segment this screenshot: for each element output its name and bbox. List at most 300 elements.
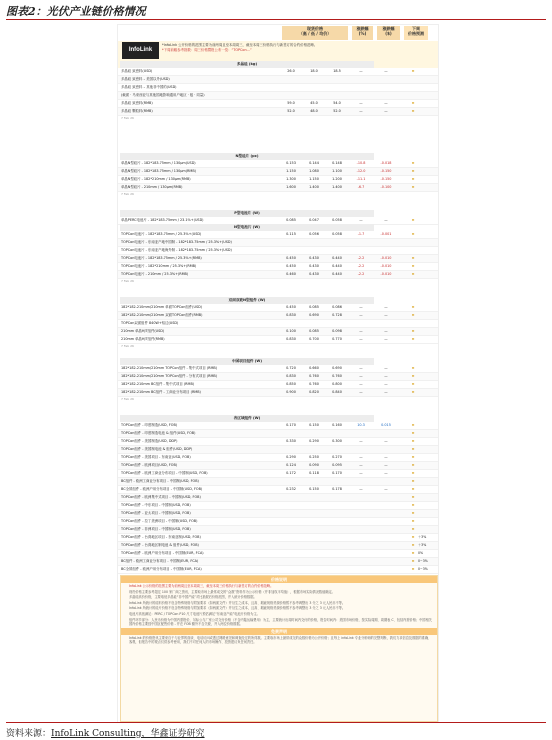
row-value: 0.086 (332, 305, 342, 309)
row-value: 0.095 (332, 463, 342, 467)
title-rule (6, 19, 546, 20)
forecast-icon: ≡ (411, 390, 415, 394)
row-label: 单晶N型硅片 - 182*183.75mm / 130μm(USD) (121, 161, 196, 165)
forecast-icon: ≡ (411, 567, 415, 571)
row-label: 182*182-210mm/210mm 单面TOPCon组件(USD) (121, 305, 203, 309)
row-label: BC组件 - 欧洲工商业分布项目 - 中国制(USD, FOB) (121, 479, 199, 483)
row-value: — (384, 471, 388, 475)
source-rule (6, 722, 546, 723)
table-row (118, 478, 438, 486)
table-row (118, 100, 438, 108)
forecast-icon: ≡ (411, 471, 415, 475)
row-value: 1.400 (309, 185, 319, 189)
row-value: -0.150 (380, 169, 392, 173)
row-value: -0.100 (380, 185, 392, 189)
row-value: 1.100 (332, 169, 342, 173)
table-row (118, 176, 438, 184)
row-label: 单晶N型硅片 - 182*183.75mm / 130μm(RMB) (121, 169, 196, 173)
update-date: 7 Feb 26 (121, 279, 134, 283)
table-row (118, 255, 438, 263)
table-row (118, 438, 438, 446)
row-label: TOPCon电池片 - 210mm / 25.3%+(RMB) (121, 272, 189, 276)
forecast-icon: ≡ (411, 272, 415, 276)
row-value: 0.085 (309, 305, 319, 309)
row-value: 0.115 (286, 232, 296, 236)
banner-line-2: *下周前瞻参考指数：周三价格暨报公布一览：“TOPCon...” (162, 48, 252, 52)
disclaimer-heading: 免责声明 (121, 628, 437, 635)
row-value: 0.330 (286, 439, 296, 443)
row-value: — (384, 382, 388, 386)
forecast-icon: ≡ (411, 305, 415, 309)
row-value: 0.900 (286, 390, 296, 394)
forecast-icon: ≡ (411, 109, 415, 113)
row-value: — (359, 487, 363, 491)
row-value: — (384, 463, 388, 467)
row-value: — (359, 337, 363, 341)
row-value: -0.010 (380, 264, 392, 268)
table-row (118, 365, 438, 373)
forecast-icon: ≡ (411, 374, 415, 378)
row-label: 单晶N型硅片 - 182*210mm / 130μm(RMB) (121, 177, 191, 181)
row-value: 0.290 (309, 439, 319, 443)
row-value: 0.430 (309, 256, 319, 260)
forecast-icon: ≡ (411, 455, 415, 459)
row-value: — (384, 69, 388, 73)
row-value: 0.728 (332, 313, 342, 317)
table-row (118, 389, 438, 397)
row-label: BC全屏组件 - 欧洲户用分布项目 - 中国制(USD, FOB) (121, 487, 203, 491)
row-label: TOPCon电池片 - 东南亚产地海外制 - 182*183.75mm / 25.3%+(USD) (121, 248, 232, 252)
header-spot-price: 现货价格 （高 / 低 / 均价） (282, 26, 348, 40)
row-value: 0.148 (332, 161, 342, 165)
row-value: -11.1 (356, 177, 366, 181)
row-value: 0.090 (309, 463, 319, 467)
row-label: TOPCon组件 - 非洲项目 - 中国制(USD, FOB) (121, 527, 191, 531)
table-row (118, 84, 438, 92)
table-row (118, 168, 438, 176)
row-value: 1.200 (332, 177, 342, 181)
row-label: TOPCon组件 - 欧洲户用分布项目 - 中国制(EUR, FCA) (121, 551, 204, 555)
row-value: 0.460 (286, 272, 296, 276)
notes-list (121, 584, 437, 627)
header-forecast: 下周 价格预测 (404, 26, 428, 40)
row-value: 0.820 (309, 390, 319, 394)
row-label: 多晶硅 致密料 – 其他非中国的(USD) (121, 85, 177, 89)
forecast-icon: ≡ (411, 479, 415, 483)
row-label: TOPCon电池片 - 东南亚产地中国制 - 182*183.75mm / 25.3%+(USD) (121, 240, 232, 244)
table-row (118, 470, 438, 478)
price-table-card (117, 24, 439, 723)
table-row (118, 526, 438, 534)
row-value: 1.400 (332, 185, 342, 189)
note-line: InfoLink 公示价格的范围主要为前两周且至本周周三，截至本周三价格执行与新签订的合约价格范畴。 (129, 584, 274, 588)
row-value: -0.010 (380, 256, 392, 260)
forecast-note: 0% (418, 551, 424, 555)
row-label: 210mm 单晶HJT组件(RMB) (121, 337, 165, 341)
section (118, 297, 438, 349)
row-value: 0.440 (332, 256, 342, 260)
row-value: 0.450 (286, 305, 296, 309)
forecast-icon: ≡ (411, 366, 415, 370)
row-label: TOPCon电池片 - 182*183.75mm / 25.3%+(USD) (121, 232, 202, 236)
row-value: — (359, 109, 363, 113)
table-row (118, 542, 438, 550)
row-value: 0.660 (309, 366, 319, 370)
section-title: N型电池片 (W) (120, 224, 374, 231)
row-value: 59.0 (287, 101, 295, 105)
header-change-abs: 涨跌幅 ($) (377, 26, 400, 40)
row-value: 0.830 (286, 337, 296, 341)
source-line (6, 726, 205, 739)
table-row (118, 328, 438, 336)
banner-line-1: *InfoLink 公开价格的范围主要为前两周且至本周周三，截至本周三价格执行与新签订的合约价格范畴。 (162, 43, 318, 47)
table-row (118, 231, 438, 239)
forecast-icon: ≡ (411, 543, 415, 547)
table-row (118, 247, 438, 255)
row-label: 单晶PERC电池片 - 182*183.75mm / 23.1%+(USD) (121, 218, 204, 222)
row-value: 0.830 (286, 313, 296, 317)
row-value: — (359, 366, 363, 370)
row-value: 1.150 (309, 177, 319, 181)
forecast-note: 0~3% (418, 567, 428, 571)
row-value: 0.720 (286, 366, 296, 370)
table-row (118, 92, 438, 100)
row-value: 54.0 (333, 101, 341, 105)
row-label: TOPCon组件 - 印度制造电池 & 组件(USD, FOB) (121, 431, 196, 435)
row-label: BC组件 - 欧洲工商业分布项目 - 中国制(EUR, FCA) (121, 559, 199, 563)
row-value: 0.085 (309, 329, 319, 333)
section (118, 224, 438, 284)
row-value: -0.018 (380, 161, 392, 165)
row-value: 0.085 (286, 218, 296, 222)
infolink-logo: InfoLink (122, 42, 159, 59)
row-value: 0.170 (332, 471, 342, 475)
disclaimer-list (121, 636, 437, 645)
forecast-icon: ≡ (411, 423, 415, 427)
table-row (118, 534, 438, 542)
section-title: P型电池片 (W) (120, 210, 374, 217)
table-row (118, 263, 438, 271)
row-label: TOPCon组件 - 美国项目 - 东南亚(USD, FOB) (121, 455, 191, 459)
section-title: 中国项目组件 (W) (120, 358, 374, 365)
section (118, 61, 438, 121)
row-value: 0.058 (332, 218, 342, 222)
forecast-icon: ≡ (411, 535, 415, 539)
row-value: 1.600 (286, 185, 296, 189)
update-date: 7 Feb 26 (121, 344, 134, 348)
row-value: 0.250 (309, 455, 319, 459)
row-value: 0.450 (286, 256, 296, 260)
row-label: TOPCon组件 - 美国制造(USD, DDP) (121, 439, 178, 443)
row-label: 182*182-210mm/210mm TOPCon组件 - 集中式项目 (RMB) (121, 366, 218, 370)
row-label: 多晶硅 致密料(USD) (121, 69, 153, 73)
table-row (118, 304, 438, 312)
row-value: 0.690 (332, 366, 342, 370)
source-names: InfoLink Consulting，华鑫证券研究 (51, 729, 205, 739)
row-label: TOPCon组件 - 欧洲工商业分布项目 - 中国制(USD, FOB) (121, 471, 208, 475)
row-value: 48.0 (310, 109, 318, 113)
table-row (118, 494, 438, 502)
row-label: (截面 · 马来西亚与其他国地影响通用户地区 · 板 · 同量) (121, 93, 205, 97)
forecast-icon: ≡ (411, 232, 415, 236)
note-line: 组件环节部分：人民币价格为中国内需报价，另标公与厂家公司交付价格（不含内陆运输费用）为主，主要统计出周时间内交付的价格，报告时间内：美国市场价格，按实际周期、周期表 C、包括内需价格；中国相关国内价格主要按中国区配售价格 - 并在 FOB 额外不含关税，并入两位价格数据。 (129, 617, 432, 627)
row-value: -10.8 (356, 161, 366, 165)
row-value: 10.3 (357, 423, 365, 427)
row-value: — (359, 439, 363, 443)
row-value: 0.150 (309, 487, 319, 491)
row-value: 26.0 (287, 69, 295, 73)
update-date: 7 Feb 26 (121, 192, 134, 196)
row-value: 18.0 (310, 69, 318, 73)
note-line: InfoLink 所统计的硅料价格不包含特殊规格与附加要求（如两面文件）并衍生之成本，且高、瑕疵规格货源价格暂不参考调整出 3 分之 3 元人民币不等。 (129, 600, 346, 605)
row-value: 0.690 (309, 313, 319, 317)
row-value: 0.098 (332, 329, 342, 333)
row-value: 1.150 (286, 169, 296, 173)
row-label: 182*182-210mm BC组件 - 工商业分布项目 (RMB) (121, 390, 201, 394)
row-value: — (359, 455, 363, 459)
table-row (118, 76, 438, 84)
row-value: -2.2 (357, 272, 365, 276)
section-title: 各区域组件 (W) (120, 415, 374, 422)
table-row (118, 239, 438, 247)
forecast-icon: ≡ (411, 264, 415, 268)
row-value: — (384, 374, 388, 378)
row-value: — (359, 390, 363, 394)
forecast-icon: ≡ (411, 503, 415, 507)
row-label: TOPCon组件 - 拉丁美洲项目 - 中国制(USD, FOB) (121, 519, 198, 523)
row-value: 0.430 (309, 264, 319, 268)
table-row (118, 502, 438, 510)
row-value: -2.2 (357, 256, 365, 260)
table-row (118, 550, 438, 558)
row-value: 0.760 (309, 382, 319, 386)
forecast-icon: ≡ (411, 337, 415, 341)
source-label: 资料来源： (6, 729, 52, 739)
table-row (118, 336, 438, 344)
row-value: — (359, 471, 363, 475)
row-value: -0.001 (380, 232, 392, 236)
forecast-icon: ≡ (411, 185, 415, 189)
row-label: TOPCon电池片 - 182*183.75mm / 25.3%+(RMB) (121, 256, 202, 260)
forecast-icon: ≡ (411, 495, 415, 499)
table-row (118, 454, 438, 462)
forecast-icon: ≡ (411, 519, 415, 523)
row-value: 0.850 (286, 382, 296, 386)
row-value: 0.450 (286, 264, 296, 268)
row-value: — (384, 487, 388, 491)
row-label: 多晶硅 颗粒料(RMB) (121, 109, 153, 113)
row-value: 0.440 (332, 264, 342, 268)
row-value: 0.056 (309, 232, 319, 236)
row-label: 多晶硅 致密料(RMB) (121, 101, 153, 105)
row-value: 0.270 (332, 455, 342, 459)
table-row (118, 510, 438, 518)
table-row (118, 558, 438, 566)
forecast-icon: ≡ (411, 447, 415, 451)
row-value: — (359, 101, 363, 105)
row-value: -12.0 (356, 169, 366, 173)
row-value: 0.830 (286, 374, 296, 378)
table-row (118, 422, 438, 430)
forecast-icon: ≡ (411, 69, 415, 73)
row-label: 多晶硅 致密料 – 美国以外(USD) (121, 77, 170, 81)
table-row (118, 430, 438, 438)
row-value: -1.7 (357, 232, 365, 236)
row-label: TOPCon组件 - 印度制造(USD, FOB) (121, 423, 178, 427)
forecast-icon: ≡ (411, 382, 415, 386)
notes-heading: 价格说明 (121, 576, 437, 583)
forecast-icon: ≡ (411, 527, 415, 531)
row-label: TOPCon组件 - 欧洲项目(USD, FOB) (121, 463, 178, 467)
row-value: — (384, 109, 388, 113)
row-value: 0.150 (309, 423, 319, 427)
forecast-icon: ≡ (411, 551, 415, 555)
row-label: 182*182-210mm/210mm 双面TOPCon组件(RMB) (121, 313, 203, 317)
table-header (118, 25, 438, 40)
row-label: 单晶N型硅片 - 210mm / 130μm(RMB) (121, 185, 183, 189)
forecast-icon: ≡ (411, 161, 415, 165)
row-value: -0.150 (380, 177, 392, 181)
row-value: — (359, 218, 363, 222)
row-value: 18.5 (333, 69, 341, 73)
table-row (118, 68, 438, 76)
table-row (118, 566, 438, 574)
forecast-icon: ≡ (411, 256, 415, 260)
row-value: — (384, 366, 388, 370)
row-label: 182*182-210mm BC组件 - 集中式项目 (RMB) (121, 382, 195, 386)
row-value: — (359, 313, 363, 317)
note-line: 电池片高低满足：PERC / TOPCon P10 尺寸电池片预估满足“东南亚产能”电池片价格为主。 (129, 611, 260, 616)
row-label: 210mm 单晶HJT组件(USD) (121, 329, 165, 333)
forecast-icon: ≡ (411, 559, 415, 563)
row-label: BC全屏组件 - 欧洲户用分布项目 - 中国制(EUR, FCA) (121, 567, 202, 571)
row-value: -0.010 (380, 272, 392, 276)
section (118, 358, 438, 402)
row-label: TOPCon组件 - 中东项目 - 中国制(USD, FOB) (121, 503, 191, 507)
table-row (118, 462, 438, 470)
forecast-icon: ≡ (411, 329, 415, 333)
table-row (118, 184, 438, 192)
header-change-pct: 涨跌幅 (%) (352, 26, 373, 40)
row-value: — (359, 382, 363, 386)
table-row (118, 312, 438, 320)
forecast-icon: ≡ (411, 101, 415, 105)
section-title: 多晶硅 (kg) (120, 61, 374, 68)
forecast-note: ＋3% (418, 543, 427, 547)
row-value: -2.2 (357, 264, 365, 268)
row-value: — (384, 439, 388, 443)
row-value: 52.0 (333, 109, 341, 113)
row-label: 182*182-210mm/210mm TOPCon组件 - 分布式项目 (RMB) (121, 374, 218, 378)
row-value: — (384, 305, 388, 309)
table-row (118, 518, 438, 526)
row-value: 0.124 (286, 463, 296, 467)
row-value: 0.770 (332, 337, 342, 341)
row-value: 1.300 (286, 177, 296, 181)
note-line: InfoLink 的价格资讯主要来自于与业界的面谈、电话访问或透过网路意见和调查经过的所得数。主要取市场上最常成交的众数价格为公开价格；且每上 infoLink 专业分析师的完整判断，我们力求信息及数据的准确、客观，但报告中的观点仅供参考使用，我们不对任何人的市场操作、投资建议负任何责任。 (129, 635, 432, 645)
row-value: — (384, 218, 388, 222)
table-row (118, 486, 438, 494)
section (118, 415, 438, 579)
row-value: 0.144 (309, 161, 319, 165)
forecast-icon: ≡ (411, 487, 415, 491)
section (118, 210, 438, 225)
banner-text (162, 43, 432, 53)
row-value: 0.015 (381, 423, 391, 427)
row-value: — (384, 455, 388, 459)
row-label: TOPCon组件 - 亚太项目 - 中国制(USD, FOB) (121, 511, 191, 515)
table-row (118, 320, 438, 328)
row-value: — (384, 101, 388, 105)
row-value: — (359, 463, 363, 467)
note-line: 多晶硅高价价格，主要取低多晶硅“非中国产能”对比抽屉后价格范围，并入统计价格数据。 (129, 595, 257, 600)
row-value: — (359, 69, 363, 73)
row-label: TOPCon双面组件 840W+铝边(USD) (121, 321, 179, 325)
forecast-icon: ≡ (411, 431, 415, 435)
row-value: 0.047 (309, 218, 319, 222)
table-row (118, 271, 438, 279)
update-date: 7 Feb 26 (121, 397, 134, 401)
forecast-icon: ≡ (411, 169, 415, 173)
forecast-icon: ≡ (411, 511, 415, 515)
table-row (118, 446, 438, 454)
row-value: 0.100 (286, 329, 296, 333)
row-value: 0.232 (286, 487, 296, 491)
row-value: 0.760 (309, 374, 319, 378)
row-value: 0.160 (332, 423, 342, 427)
row-value: 0.118 (309, 471, 319, 475)
row-value: — (359, 329, 363, 333)
row-label: TOPCon组件 - 美国制电池 & 组件(USD, DDP) (121, 447, 193, 451)
row-value: 0.058 (332, 232, 342, 236)
row-value: — (359, 305, 363, 309)
row-value: 0.440 (332, 272, 342, 276)
table-row (118, 108, 438, 116)
row-label: TOPCon组件 - 台湾地区项目 - 东南亚制(USD, FOB) (121, 535, 201, 539)
forecast-icon: ≡ (411, 177, 415, 181)
section-title: 双面双玻N型组件 (W) (120, 297, 374, 304)
row-value: 0.153 (286, 161, 296, 165)
row-value: -6.7 (357, 185, 365, 189)
row-label: TOPCon组件 - 台湾地区制电池 & 组件(USD, FOB) (121, 543, 199, 547)
row-value: 0.700 (309, 337, 319, 341)
forecast-icon: ≡ (411, 218, 415, 222)
section-title: N型硅片 (pc) (120, 153, 374, 160)
row-value: — (359, 374, 363, 378)
row-value: 0.178 (332, 487, 342, 491)
row-value: — (384, 337, 388, 341)
table-row (118, 160, 438, 168)
table-row (118, 373, 438, 381)
row-value: 0.760 (332, 374, 342, 378)
row-label: TOPCon组件 - 欧洲集中式项目 - 中国制(USD, FOB) (121, 495, 201, 499)
row-value: 0.430 (309, 272, 319, 276)
row-label: TOPCon电池片 - 182*210mm / 25.3%+(RMB) (121, 264, 197, 268)
table-row (118, 381, 438, 389)
notes-panel (120, 575, 438, 722)
row-value: — (384, 390, 388, 394)
row-value: 0.300 (332, 439, 342, 443)
row-value: 45.0 (310, 101, 318, 105)
note-line: InfoLink 所统计的硅片价格不包含特殊规格与附加要求（如两面文件）并衍生之成本，且高、瑕疵规格货源价格暂不参考调整出 3 分之 3 元人民币不等。 (129, 606, 346, 611)
update-date: 7 Feb 26 (121, 116, 134, 120)
forecast-icon: ≡ (411, 463, 415, 467)
row-value: 0.290 (286, 455, 296, 459)
forecast-icon: ≡ (411, 313, 415, 317)
row-value: 0.170 (286, 423, 296, 427)
row-value: — (384, 313, 388, 317)
row-value: 0.172 (286, 471, 296, 475)
